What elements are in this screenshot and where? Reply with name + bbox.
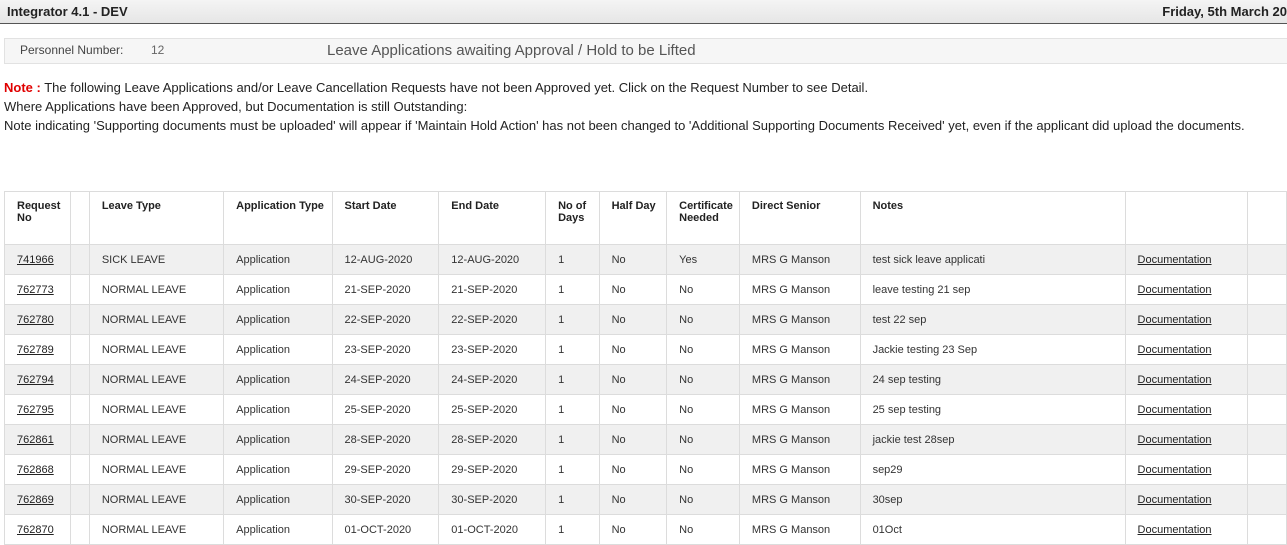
extra-cell: [1247, 515, 1286, 545]
request-number-link[interactable]: 762773: [17, 283, 54, 296]
spacer-cell: [70, 455, 89, 485]
start-date-cell: 29-SEP-2020: [332, 455, 439, 485]
certificate-needed-cell: No: [667, 425, 740, 455]
table-row: [5, 275, 1287, 305]
application-type-cell: Application: [224, 455, 332, 485]
note-line-2: Where Applications have been Approved, but Documentation is still Outstanding:: [4, 99, 468, 114]
notes-cell: test 22 sep: [860, 305, 1125, 335]
documentation-cell: [1125, 425, 1247, 455]
documentation-link[interactable]: Documentation: [1137, 523, 1212, 536]
leave-type-cell: NORMAL LEAVE: [89, 365, 223, 395]
extra-cell: [1247, 275, 1286, 305]
request-number-cell: [5, 395, 71, 425]
request-number-link[interactable]: 762789: [17, 343, 54, 356]
no-of-days-cell: 1: [546, 455, 600, 485]
no-of-days-cell: 1: [546, 395, 600, 425]
application-type-cell: Application: [224, 335, 332, 365]
start-date-cell: 24-SEP-2020: [332, 365, 439, 395]
spacer-cell: [70, 305, 89, 335]
header-documentation: [1125, 192, 1247, 245]
direct-senior-cell: MRS G Manson: [739, 365, 860, 395]
notes-cell: sep29: [860, 455, 1125, 485]
no-of-days-cell: 1: [546, 485, 600, 515]
request-number-cell: [5, 485, 71, 515]
extra-cell: [1247, 335, 1286, 365]
table-row: [5, 515, 1287, 545]
spacer-cell: [70, 335, 89, 365]
header-half-day: Half Day: [599, 192, 667, 245]
application-type-cell: Application: [224, 245, 332, 275]
documentation-cell: [1125, 455, 1247, 485]
spacer-cell: [70, 425, 89, 455]
header-request-no: Request No: [5, 192, 71, 245]
leave-type-cell: NORMAL LEAVE: [89, 485, 223, 515]
note-line-1: [4, 78, 1279, 97]
title-bar: [0, 0, 1287, 24]
leave-type-cell: NORMAL LEAVE: [89, 275, 223, 305]
direct-senior-cell: MRS G Manson: [739, 425, 860, 455]
leave-type-cell: NORMAL LEAVE: [89, 395, 223, 425]
table-row: [5, 425, 1287, 455]
documentation-link[interactable]: Documentation: [1137, 373, 1212, 386]
request-number-cell: [5, 305, 71, 335]
table-row: [5, 455, 1287, 485]
request-number-cell: [5, 335, 71, 365]
documentation-link[interactable]: Documentation: [1137, 253, 1212, 266]
direct-senior-cell: MRS G Manson: [739, 275, 860, 305]
spacer-cell: [70, 395, 89, 425]
personnel-bar: [4, 38, 1287, 64]
request-number-link[interactable]: 741966: [17, 253, 54, 266]
half-day-cell: No: [599, 515, 667, 545]
application-type-cell: Application: [224, 305, 332, 335]
extra-cell: [1247, 365, 1286, 395]
extra-cell: [1247, 305, 1286, 335]
notes-cell: 25 sep testing: [860, 395, 1125, 425]
documentation-cell: [1125, 245, 1247, 275]
end-date-cell: 25-SEP-2020: [439, 395, 546, 425]
request-number-cell: [5, 425, 71, 455]
end-date-cell: 23-SEP-2020: [439, 335, 546, 365]
certificate-needed-cell: No: [667, 455, 740, 485]
request-number-cell: [5, 365, 71, 395]
notes-cell: 01Oct: [860, 515, 1125, 545]
header-notes: Notes: [860, 192, 1125, 245]
application-type-cell: Application: [224, 275, 332, 305]
header-certificate-needed: Certificate Needed: [667, 192, 740, 245]
start-date-cell: 22-SEP-2020: [332, 305, 439, 335]
request-number-cell: [5, 455, 71, 485]
header-start-date: Start Date: [332, 192, 439, 245]
header-leave-type: Leave Type: [89, 192, 223, 245]
half-day-cell: No: [599, 485, 667, 515]
no-of-days-cell: 1: [546, 515, 600, 545]
start-date-cell: 01-OCT-2020: [332, 515, 439, 545]
request-number-link[interactable]: 762870: [17, 523, 54, 536]
request-number-link[interactable]: 762795: [17, 403, 54, 416]
table-row: [5, 305, 1287, 335]
leave-type-cell: NORMAL LEAVE: [89, 515, 223, 545]
certificate-needed-cell: No: [667, 275, 740, 305]
leave-type-cell: NORMAL LEAVE: [89, 305, 223, 335]
request-number-link[interactable]: 762869: [17, 493, 54, 506]
current-date: Friday, 5th March 20: [1162, 4, 1287, 19]
certificate-needed-cell: Yes: [667, 245, 740, 275]
certificate-needed-cell: No: [667, 485, 740, 515]
documentation-link[interactable]: Documentation: [1137, 283, 1212, 296]
notes-cell: jackie test 28sep: [860, 425, 1125, 455]
note-prefix: Note :: [4, 80, 41, 95]
start-date-cell: 30-SEP-2020: [332, 485, 439, 515]
application-type-cell: Application: [224, 425, 332, 455]
half-day-cell: No: [599, 275, 667, 305]
spacer-cell: [70, 275, 89, 305]
documentation-cell: [1125, 485, 1247, 515]
application-type-cell: Application: [224, 485, 332, 515]
no-of-days-cell: 1: [546, 335, 600, 365]
documentation-cell: [1125, 305, 1247, 335]
header-no-of-days: No of Days: [546, 192, 600, 245]
end-date-cell: 30-SEP-2020: [439, 485, 546, 515]
notes-cell: 24 sep testing: [860, 365, 1125, 395]
end-date-cell: 22-SEP-2020: [439, 305, 546, 335]
spacer-cell: [70, 515, 89, 545]
request-number-link[interactable]: 762794: [17, 373, 54, 386]
direct-senior-cell: MRS G Manson: [739, 395, 860, 425]
request-number-link[interactable]: 762861: [17, 433, 54, 446]
half-day-cell: No: [599, 335, 667, 365]
end-date-cell: 28-SEP-2020: [439, 425, 546, 455]
request-number-cell: [5, 245, 71, 275]
note-line-3: Note indicating 'Supporting documents must be uploaded' will appear if 'Maintain Hold Action' has not been changed to 'Additional Supporting Documents Received' yet, even if the applicant did upload the documents.: [4, 118, 1245, 133]
leave-type-cell: NORMAL LEAVE: [89, 455, 223, 485]
extra-cell: [1247, 485, 1286, 515]
header-end-date: End Date: [439, 192, 546, 245]
notes-cell: test sick leave applicati: [860, 245, 1125, 275]
documentation-cell: [1125, 395, 1247, 425]
no-of-days-cell: 1: [546, 275, 600, 305]
notes-cell: Jackie testing 23 Sep: [860, 335, 1125, 365]
documentation-link[interactable]: Documentation: [1137, 493, 1212, 506]
request-number-cell: [5, 275, 71, 305]
table-header-row: [5, 192, 1287, 245]
direct-senior-cell: MRS G Manson: [739, 335, 860, 365]
request-number-link[interactable]: 762780: [17, 313, 54, 326]
application-type-cell: Application: [224, 365, 332, 395]
end-date-cell: 01-OCT-2020: [439, 515, 546, 545]
documentation-link[interactable]: Documentation: [1137, 313, 1212, 326]
personnel-number-label: Personnel Number:: [20, 43, 124, 57]
extra-cell: [1247, 395, 1286, 425]
end-date-cell: 24-SEP-2020: [439, 365, 546, 395]
half-day-cell: No: [599, 395, 667, 425]
half-day-cell: No: [599, 365, 667, 395]
header-application-type: Application Type: [224, 192, 332, 245]
half-day-cell: No: [599, 425, 667, 455]
documentation-link[interactable]: Documentation: [1137, 343, 1212, 356]
table-row: [5, 395, 1287, 425]
leave-type-cell: SICK LEAVE: [89, 245, 223, 275]
request-number-link[interactable]: 762868: [17, 463, 54, 476]
start-date-cell: 12-AUG-2020: [332, 245, 439, 275]
table-row: [5, 335, 1287, 365]
end-date-cell: 12-AUG-2020: [439, 245, 546, 275]
certificate-needed-cell: No: [667, 305, 740, 335]
direct-senior-cell: MRS G Manson: [739, 245, 860, 275]
end-date-cell: 21-SEP-2020: [439, 275, 546, 305]
notes-section: [4, 78, 1279, 135]
extra-cell: [1247, 455, 1286, 485]
documentation-cell: [1125, 365, 1247, 395]
note-text: The following Leave Applications and/or Leave Cancellation Requests have not been Approved yet. Click on the Request Number to see Detail.: [40, 80, 869, 95]
leave-applications-table: [4, 191, 1287, 545]
extra-cell: [1247, 425, 1286, 455]
personnel-number-value: 12: [151, 43, 165, 57]
certificate-needed-cell: No: [667, 395, 740, 425]
no-of-days-cell: 1: [546, 305, 600, 335]
end-date-cell: 29-SEP-2020: [439, 455, 546, 485]
certificate-needed-cell: No: [667, 515, 740, 545]
leave-type-cell: NORMAL LEAVE: [89, 425, 223, 455]
documentation-link[interactable]: Documentation: [1137, 433, 1212, 446]
extra-cell: [1247, 245, 1286, 275]
app-title: Integrator 4.1 - DEV: [7, 4, 128, 19]
spacer-cell: [70, 365, 89, 395]
half-day-cell: No: [599, 455, 667, 485]
certificate-needed-cell: No: [667, 365, 740, 395]
direct-senior-cell: MRS G Manson: [739, 485, 860, 515]
start-date-cell: 25-SEP-2020: [332, 395, 439, 425]
no-of-days-cell: 1: [546, 365, 600, 395]
documentation-cell: [1125, 275, 1247, 305]
request-number-cell: [5, 515, 71, 545]
direct-senior-cell: MRS G Manson: [739, 455, 860, 485]
half-day-cell: No: [599, 305, 667, 335]
leave-type-cell: NORMAL LEAVE: [89, 335, 223, 365]
header-direct-senior: Direct Senior: [739, 192, 860, 245]
header-extra: [1247, 192, 1286, 245]
documentation-cell: [1125, 515, 1247, 545]
documentation-cell: [1125, 335, 1247, 365]
notes-cell: 30sep: [860, 485, 1125, 515]
table-row: [5, 485, 1287, 515]
page-title: Leave Applications awaiting Approval / Hold to be Lifted: [327, 42, 696, 59]
notes-cell: leave testing 21 sep: [860, 275, 1125, 305]
certificate-needed-cell: No: [667, 335, 740, 365]
application-type-cell: Application: [224, 395, 332, 425]
direct-senior-cell: MRS G Manson: [739, 305, 860, 335]
header-spacer: [70, 192, 89, 245]
documentation-link[interactable]: Documentation: [1137, 403, 1212, 416]
no-of-days-cell: 1: [546, 425, 600, 455]
documentation-link[interactable]: Documentation: [1137, 463, 1212, 476]
no-of-days-cell: 1: [546, 245, 600, 275]
start-date-cell: 21-SEP-2020: [332, 275, 439, 305]
half-day-cell: No: [599, 245, 667, 275]
application-type-cell: Application: [224, 515, 332, 545]
spacer-cell: [70, 245, 89, 275]
direct-senior-cell: MRS G Manson: [739, 515, 860, 545]
start-date-cell: 28-SEP-2020: [332, 425, 439, 455]
start-date-cell: 23-SEP-2020: [332, 335, 439, 365]
table-row: [5, 245, 1287, 275]
table-row: [5, 365, 1287, 395]
spacer-cell: [70, 485, 89, 515]
